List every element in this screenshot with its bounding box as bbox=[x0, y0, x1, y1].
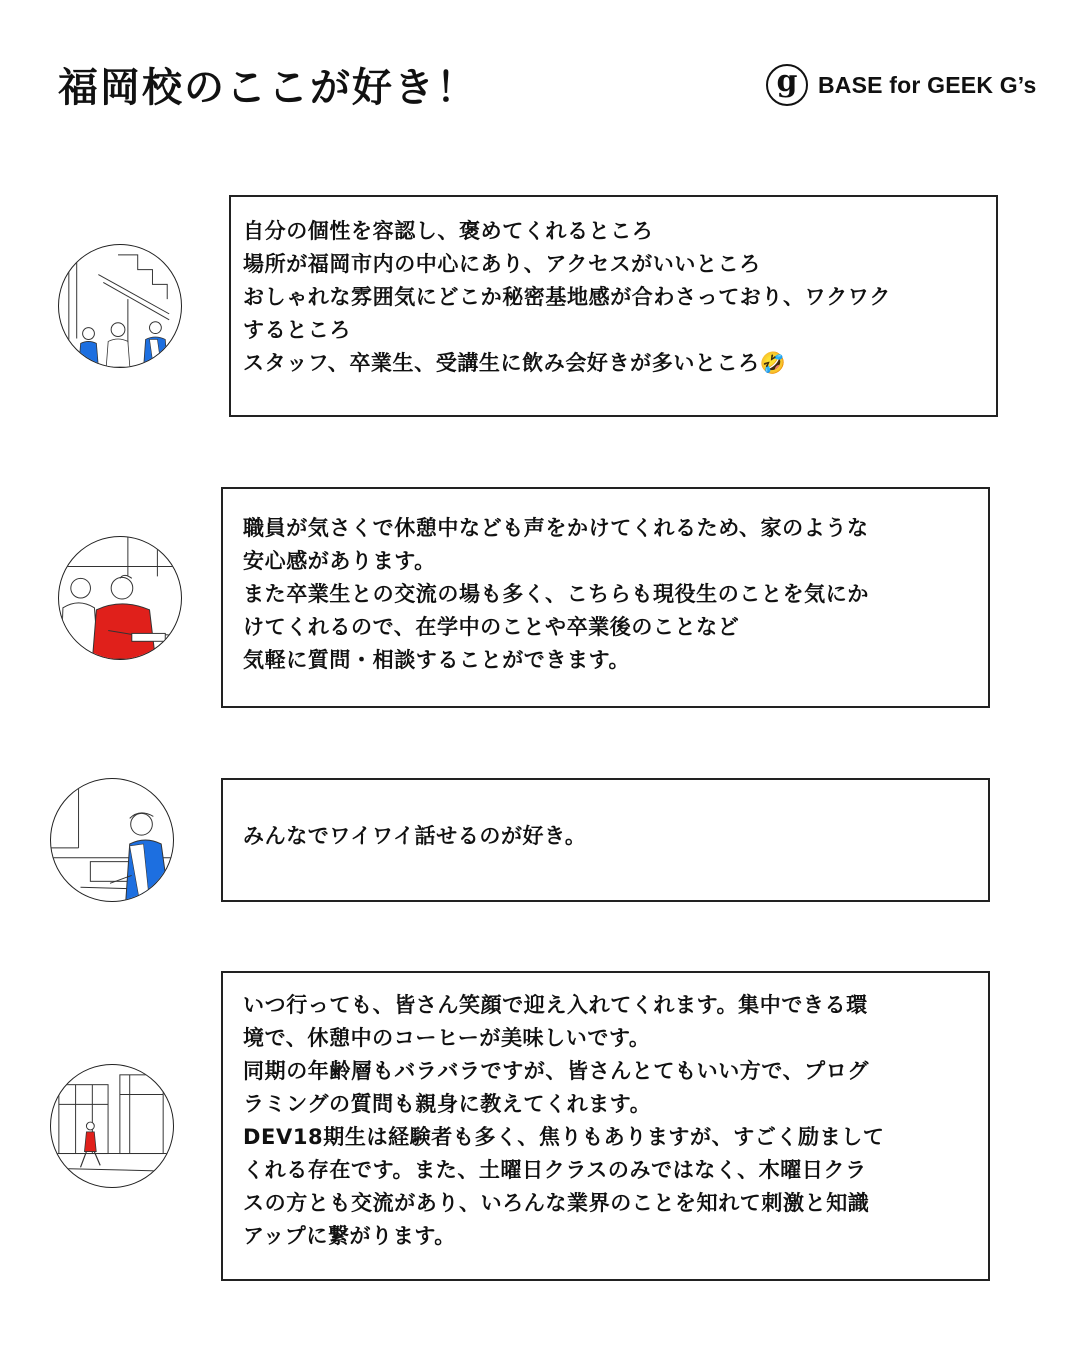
testimonial-line: けてくれるので、在学中のことや卒業後のことなど bbox=[243, 615, 740, 639]
testimonial-line: 同期の年齢層もバラバラですが、皆さんとてもいい方で、プログ bbox=[243, 1059, 869, 1083]
testimonial-line: 気軽に質問・相談することができます。 bbox=[243, 648, 631, 672]
brand-logo bbox=[766, 64, 1037, 106]
testimonial-line: 自分の個性を容認し、褒めてくれるところ bbox=[243, 219, 654, 243]
avatar-illustration-conversation bbox=[58, 536, 182, 660]
testimonial-line: 境で、休憩中のコーヒーが美味しいです。 bbox=[243, 1026, 651, 1050]
testimonial-line: 場所が福岡市内の中心にあり、アクセスがいいところ bbox=[243, 252, 761, 276]
avatar-illustration-street bbox=[50, 1064, 174, 1188]
testimonial-line: くれる存在です。また、土曜日クラスのみではなく、木曜日クラ bbox=[243, 1158, 867, 1182]
testimonial-line: DEV18期生は経験者も多く、焦りもありますが、すごく励まして bbox=[243, 1125, 885, 1149]
testimonial-line: ラミングの質問も親身に教えてくれます。 bbox=[243, 1092, 652, 1116]
testimonial-line: 安心感があります。 bbox=[243, 549, 436, 573]
testimonial-line: するところ bbox=[243, 318, 351, 342]
laptop-person-icon bbox=[51, 779, 173, 901]
conversation-people-icon bbox=[59, 537, 181, 659]
g-logo-icon: g bbox=[766, 64, 808, 106]
testimonial-line: みんなでワイワイ話せるのが好き。 bbox=[243, 824, 587, 848]
testimonial-line: スの方とも交流があり、いろんな業界のことを知れて刺激と知識 bbox=[243, 1191, 870, 1215]
testimonial-card-1 bbox=[229, 195, 998, 417]
avatar-illustration-stairs bbox=[58, 244, 182, 368]
testimonial-card-2 bbox=[221, 487, 990, 708]
avatar-illustration-laptop bbox=[50, 778, 174, 902]
page-title: 福岡校のここが好き！ bbox=[58, 65, 478, 111]
stairs-people-icon bbox=[59, 245, 181, 367]
testimonial-line: スタッフ、卒業生、受講生に飲み会好きが多いところ🤣 bbox=[243, 351, 787, 375]
brand-name: BASE for GEEK G’s bbox=[818, 71, 1037, 98]
testimonial-line: アップに繋がります。 bbox=[243, 1224, 456, 1248]
testimonial-line: いつ行っても、皆さん笑顔で迎え入れてくれます。集中できる環 bbox=[243, 993, 868, 1017]
testimonial-card-3 bbox=[221, 778, 990, 902]
testimonial-line: また卒業生との交流の場も多く、こちらも現役生のことを気にか bbox=[243, 582, 869, 606]
testimonial-line: 職員が気さくで休憩中なども声をかけてくれるため、家のような bbox=[243, 516, 869, 540]
testimonial-card-4 bbox=[221, 971, 990, 1281]
testimonial-line: おしゃれな雰囲気にどこか秘密基地感が合わさっており、ワクワク bbox=[243, 285, 891, 309]
street-walker-icon bbox=[51, 1065, 173, 1187]
